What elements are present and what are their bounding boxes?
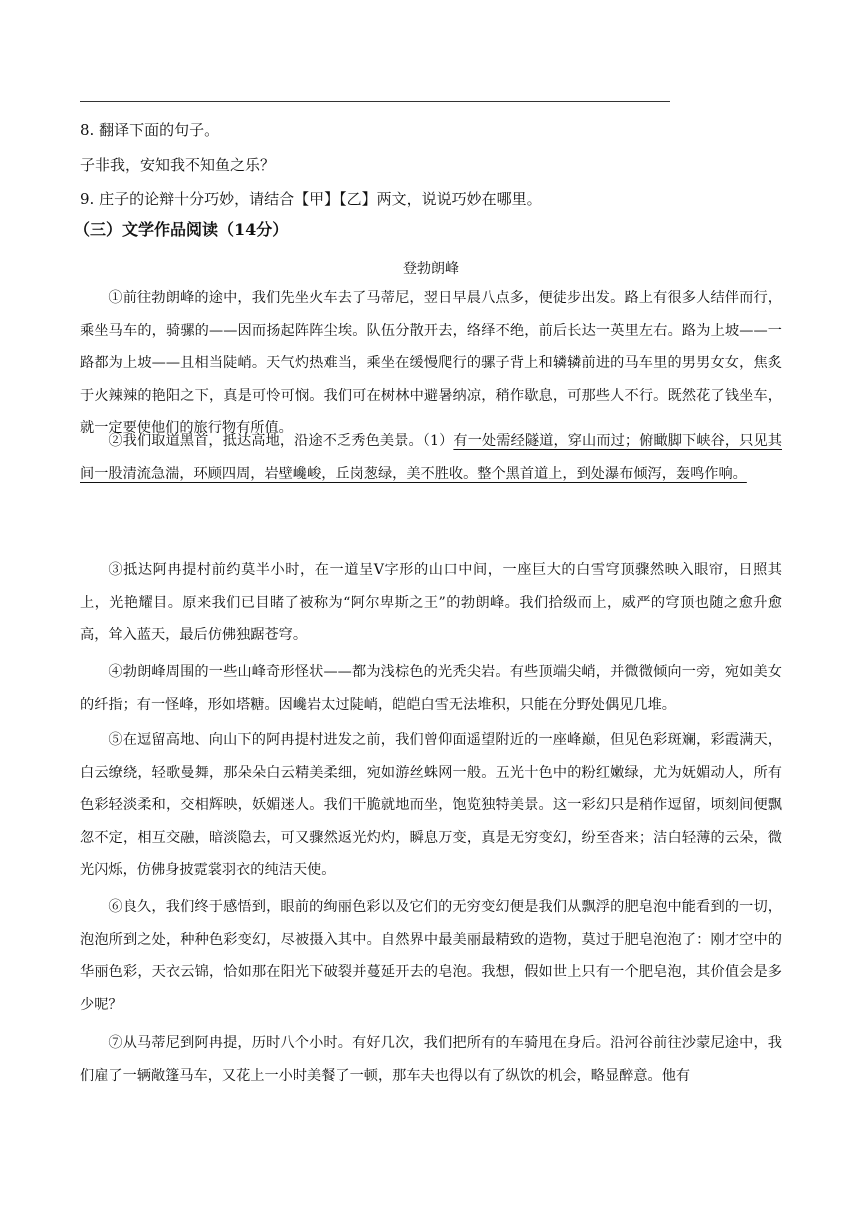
article-title: 登勃朗峰	[403, 261, 459, 277]
question-8-sentence: 子非我，安知我不知鱼之乐？	[80, 156, 276, 174]
paragraph-2-intro: ②我们取道黑首，抵达高地，沿途不乏秀色美景。（1）	[108, 433, 454, 449]
question-9-label: 9. 庄子的论辩十分巧妙，请结合【甲】【乙】两文，说说巧妙在哪里。	[80, 190, 542, 208]
paragraph-2	[80, 425, 782, 490]
paragraph-5: ⑤在逗留高地、向山下的阿冉提村进发之前，我们曾仰面遥望附近的一座峰巅，但见色彩斑斓，彩霞满天，白云缭绕，轻歌曼舞，那朵朵白云精美柔细，宛如游丝蛛网一般。五光十色中的粉红嫩绿，尤为妩媚动人，所有色彩轻淡柔和，交相辉映，妖媚迷人。我们干脆就地而坐，饱览独特美景。这一彩幻只是稍作逗留，顷刻间便飘忽不定，相互交融，暗淡隐去，可又骤然返光灼灼，瞬息万变，真是无穷变幻，纷至沓来；洁白轻薄的云朵，微光闪烁，仿佛身披霓裳羽衣的纯洁天使。	[80, 732, 782, 878]
answer-line	[80, 101, 670, 102]
section-heading: （三）文学作品阅读（14分）	[74, 220, 289, 239]
paragraph-6: ⑥良久，我们终于感悟到，眼前的绚丽色彩以及它们的无穷变幻便是我们从飘浮的肥皂泡中能看到的一切，泡泡所到之处，种种色彩变幻，尽被摄入其中。自然界中最美丽最精致的造物，莫过于肥皂泡泡了：刚才空中的华丽色彩，天衣云锦，恰如那在阳光下破裂并蔓延开去的皂泡。我想，假如世上只有一个肥皂泡，其价值会是多少呢？	[80, 899, 782, 1013]
paragraph-2-underlined: 有一处需经隧道，穿山而过；俯瞰脚下峡谷，只见其间一股清流急湍，环顾四周，岩壁巉峻，丘岗葱绿，美不胜收。整个黑首道上，到处瀑布倾泻，轰鸣作响。	[80, 433, 782, 482]
paragraph-7: ⑦从马蒂尼到阿冉提，历时八个小时。有好几次，我们把所有的车骑甩在身后。沿河谷前往沙蒙尼途中，我们雇了一辆敞篷马车，又花上一小时美餐了一顿，那车夫也得以有了纵饮的机会，略显醉意。他有	[80, 1035, 782, 1084]
paragraph-3: ③抵达阿冉提村前约莫半小时，在一道呈V字形的山口中间，一座巨大的白雪穹顶骤然映入眼帘，日照其上，光艳耀目。原来我们已目睹了被称为“阿尔卑斯之王”的勃朗峰。我们拾级而上，威严的穹顶也随之愈升愈高，耸入蓝天，最后仿佛独踞苍穹。	[80, 562, 782, 643]
paragraph-4: ④勃朗峰周围的一些山峰奇形怪状——都为浅棕色的光秃尖岩。有些顶端尖峭，并微微倾向一旁，宛如美女的纤指；有一怪峰，形如塔糖。因巉岩太过陡峭，皑皑白雪无法堆积，只能在分野处偶见几堆。	[80, 664, 782, 713]
question-8-label: 8. 翻译下面的句子。	[80, 121, 220, 139]
paragraph-1: ①前往勃朗峰的途中，我们先坐火车去了马蒂尼，翌日早晨八点多，便徒步出发。路上有很多人结伴而行，乘坐马车的，骑骡的——因而扬起阵阵尘埃。队伍分散开去，络绎不绝，前后长达一英里左右。路为上坡——一路都为上坡——且相当陡峭。天气灼热难当，乘坐在缓慢爬行的骡子背上和辚辚前进的马车里的男男女女，焦炙于火辣辣的艳阳之下，真是可怜可悯。我们可在树林中避暑纳凉，稍作歇息，可那些人不行。既然花了钱坐车，就一定要使他们的旅行物有所值。	[80, 290, 782, 436]
